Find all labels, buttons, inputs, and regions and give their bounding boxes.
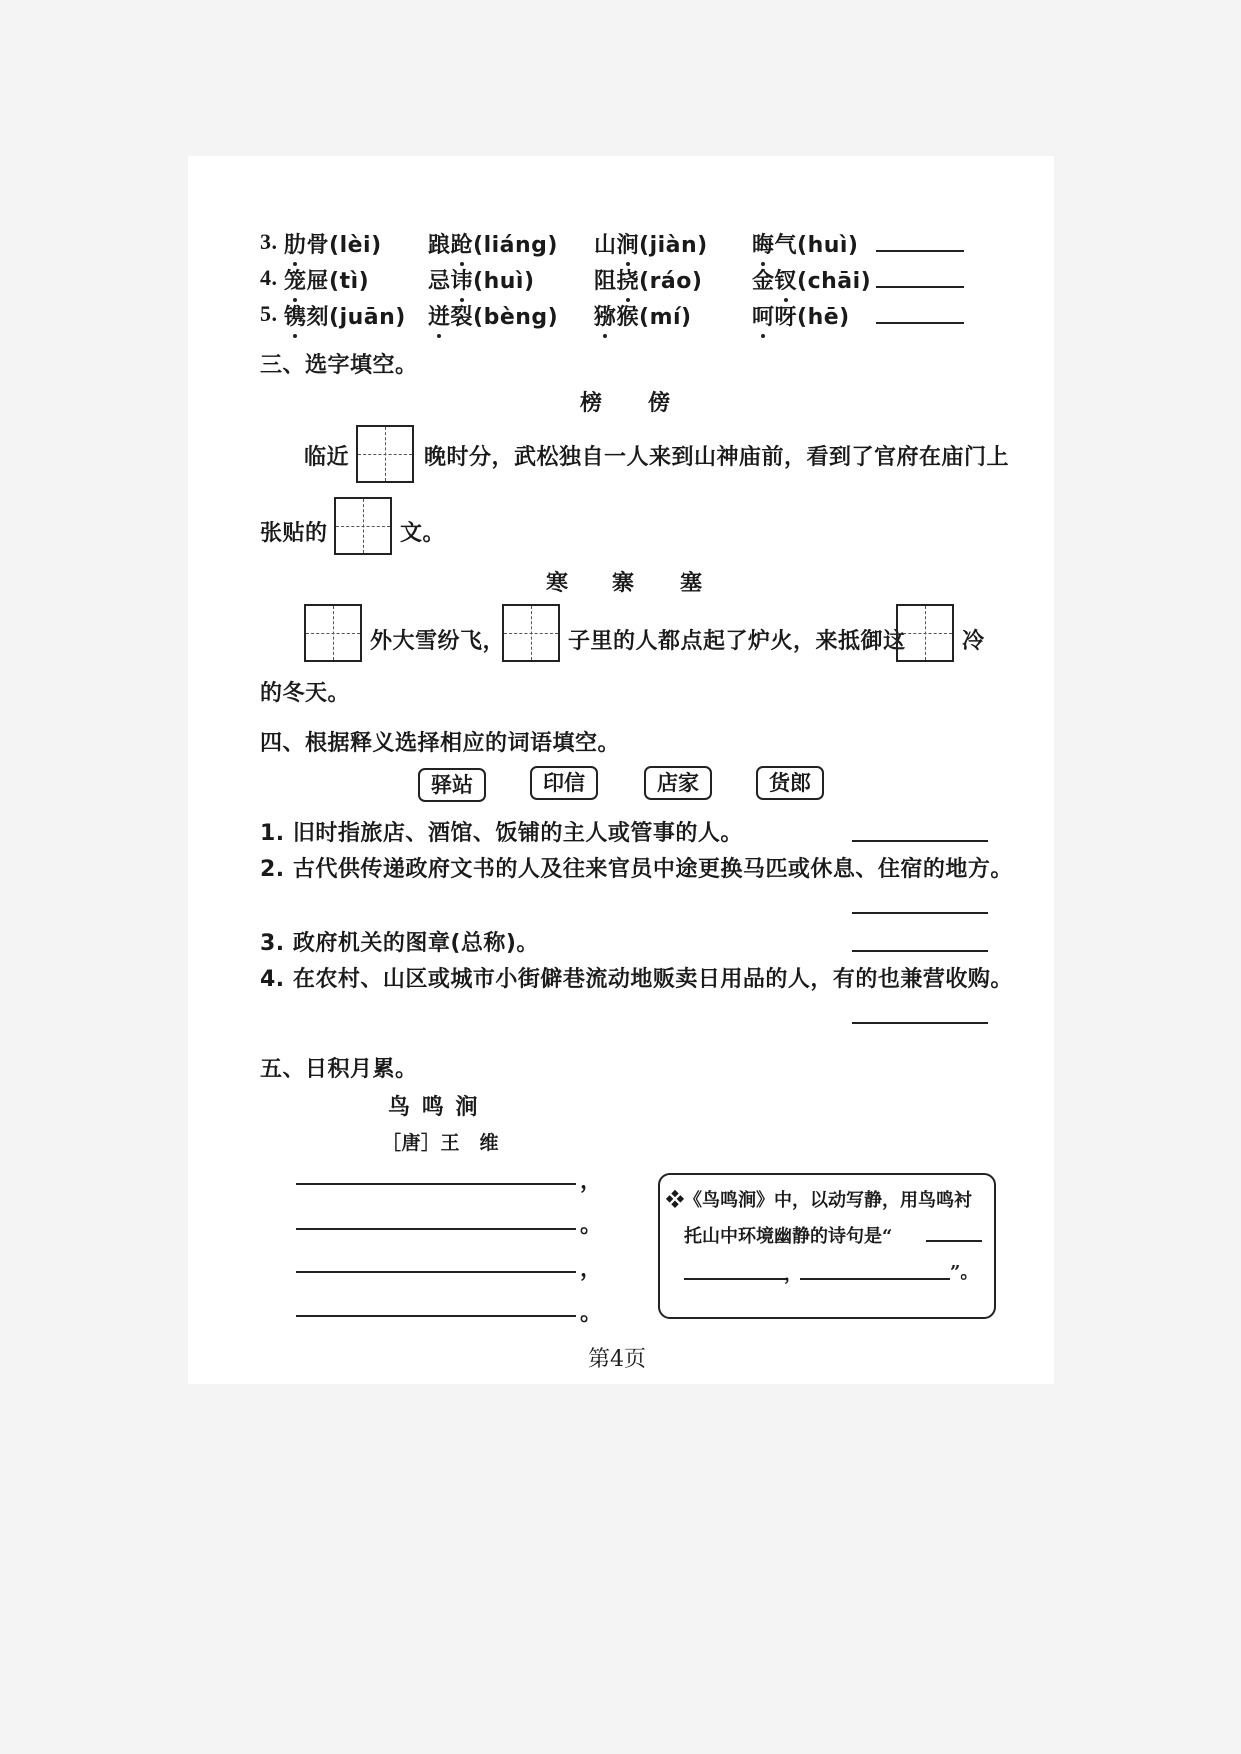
tip-text: ❖《鸟鸣涧》中，以动写静，用鸟鸣衬 — [666, 1190, 972, 1211]
pinyin-text: 猴(mí) — [616, 305, 692, 330]
dotted-character: 镌 — [284, 300, 307, 331]
sentence-text: 晚时分，武松独自一人来到山神庙前，看到了官府在庙门上 — [424, 445, 1010, 470]
pinyin-text: 气(huì) — [774, 233, 859, 258]
poem-title: 鸟 鸣 涧 — [388, 1094, 480, 1120]
tip-text: 托山中环境幽静的诗句是“ — [684, 1226, 893, 1247]
definition-item: 1. 旧时指旅店、酒馆、饭铺的主人或管事的人。 — [260, 821, 743, 846]
dotted-character: 呵 — [752, 300, 775, 331]
definition-item: 4. 在农村、山区或城市小街僻巷流动地贩卖日用品的人，有的也兼营收购。 — [260, 967, 1013, 992]
dotted-character: 讳 — [451, 264, 474, 295]
answer-blank[interactable] — [876, 322, 964, 324]
tip-answer-blank[interactable] — [926, 1240, 982, 1242]
sentence-text: 张贴的 — [260, 521, 328, 546]
punctuation: ， — [580, 1257, 603, 1282]
definition-item: 2. 古代供传递政府文书的人及往来官员中途更换马匹或休息、住宿的地方。 — [260, 857, 1013, 882]
character-grid-input[interactable] — [334, 497, 392, 555]
word-text: 金 — [752, 269, 775, 294]
pinyin-word — [752, 300, 850, 331]
dotted-character: 迸 — [428, 300, 451, 331]
dotted-character: 跄 — [451, 228, 474, 259]
choice-char: 傍 — [648, 391, 671, 416]
tip-text: ”。 — [950, 1262, 979, 1283]
punctuation: 。 — [580, 1213, 603, 1238]
pinyin-word — [594, 300, 692, 331]
pinyin-text: 屉(tì) — [306, 269, 370, 294]
character-grid-input[interactable] — [896, 604, 954, 662]
pinyin-word — [284, 300, 406, 331]
answer-blank[interactable] — [876, 250, 964, 252]
character-grid-input[interactable] — [304, 604, 362, 662]
pinyin-word — [594, 264, 702, 295]
pinyin-text: (jiàn) — [639, 233, 708, 258]
answer-blank[interactable] — [852, 912, 988, 914]
section4-title: 四、根据释义选择相应的词语填空。 — [260, 731, 621, 756]
dotted-character: 钗 — [775, 264, 798, 295]
pinyin-word — [428, 264, 535, 295]
choice-char: 寨 — [612, 571, 635, 596]
pinyin-text: (ráo) — [639, 269, 703, 294]
word-text: 忌 — [428, 269, 451, 294]
section5-title: 五、日积月累。 — [260, 1057, 418, 1082]
pinyin-text: 呀(hē) — [774, 305, 850, 330]
answer-blank[interactable] — [852, 950, 988, 952]
pinyin-word — [752, 264, 871, 295]
punctuation: ， — [580, 1169, 603, 1194]
choice-char: 寒 — [546, 571, 569, 596]
answer-blank[interactable] — [852, 1022, 988, 1024]
dotted-character: 笼 — [284, 264, 307, 295]
pinyin-word — [428, 228, 558, 259]
word-option: 货郎 — [756, 766, 824, 800]
punctuation: 。 — [580, 1301, 603, 1326]
pinyin-text: 刻(juān) — [306, 305, 406, 330]
section3-title: 三、选字填空。 — [260, 353, 418, 378]
sentence-text: 外大雪纷飞， — [370, 629, 506, 654]
dotted-character: 猕 — [594, 300, 617, 331]
poem-line-blank[interactable] — [296, 1271, 576, 1273]
pinyin-text: 裂(bèng) — [450, 305, 559, 330]
word-option: 店家 — [644, 766, 712, 800]
pinyin-text: (huì) — [473, 269, 535, 294]
character-grid-input[interactable] — [502, 604, 560, 662]
definition-item: 3. 政府机关的图章(总称)。 — [260, 931, 539, 956]
dotted-character: 涧 — [617, 228, 640, 259]
pinyin-word — [428, 300, 558, 331]
choice-char: 塞 — [680, 571, 703, 596]
item-number: 5. — [260, 301, 278, 326]
dotted-character: 肋 — [284, 228, 307, 259]
item-number: 3. — [260, 229, 278, 254]
dotted-character: 挠 — [617, 264, 640, 295]
answer-blank[interactable] — [876, 286, 964, 288]
character-grid-input[interactable] — [356, 425, 414, 483]
pinyin-word — [284, 264, 369, 295]
poem-author: ［唐］王 维 — [382, 1132, 500, 1154]
poem-line-blank[interactable] — [296, 1228, 576, 1230]
sentence-text: 的冬天。 — [260, 681, 351, 706]
answer-blank[interactable] — [852, 840, 988, 842]
poem-line-blank[interactable] — [296, 1183, 576, 1185]
poem-line-blank[interactable] — [296, 1315, 576, 1317]
pinyin-word — [594, 228, 708, 259]
tip-text: ， — [784, 1264, 802, 1285]
pinyin-text: (liáng) — [473, 233, 558, 258]
sentence-text: 子里的人都点起了炉火，来抵御这 — [568, 629, 906, 654]
page-number: 第4页 — [588, 1347, 646, 1372]
word-option: 印信 — [530, 766, 598, 800]
sentence-text: 冷 — [962, 629, 985, 654]
pinyin-text: (chāi) — [797, 269, 872, 294]
word-option: 驿站 — [418, 768, 486, 802]
pinyin-text: 骨(lèi) — [306, 233, 382, 258]
pinyin-word — [284, 228, 382, 259]
choice-char: 榜 — [580, 391, 603, 416]
item-number: 4. — [260, 265, 278, 290]
tip-answer-blank[interactable] — [800, 1278, 950, 1280]
word-text: 踉 — [428, 233, 451, 258]
tip-answer-blank[interactable] — [684, 1278, 786, 1280]
sentence-text: 临近 — [304, 445, 350, 470]
dotted-character: 晦 — [752, 228, 775, 259]
word-text: 阻 — [594, 269, 617, 294]
pinyin-word — [752, 228, 859, 259]
word-text: 山 — [594, 233, 617, 258]
sentence-text: 文。 — [400, 521, 446, 546]
